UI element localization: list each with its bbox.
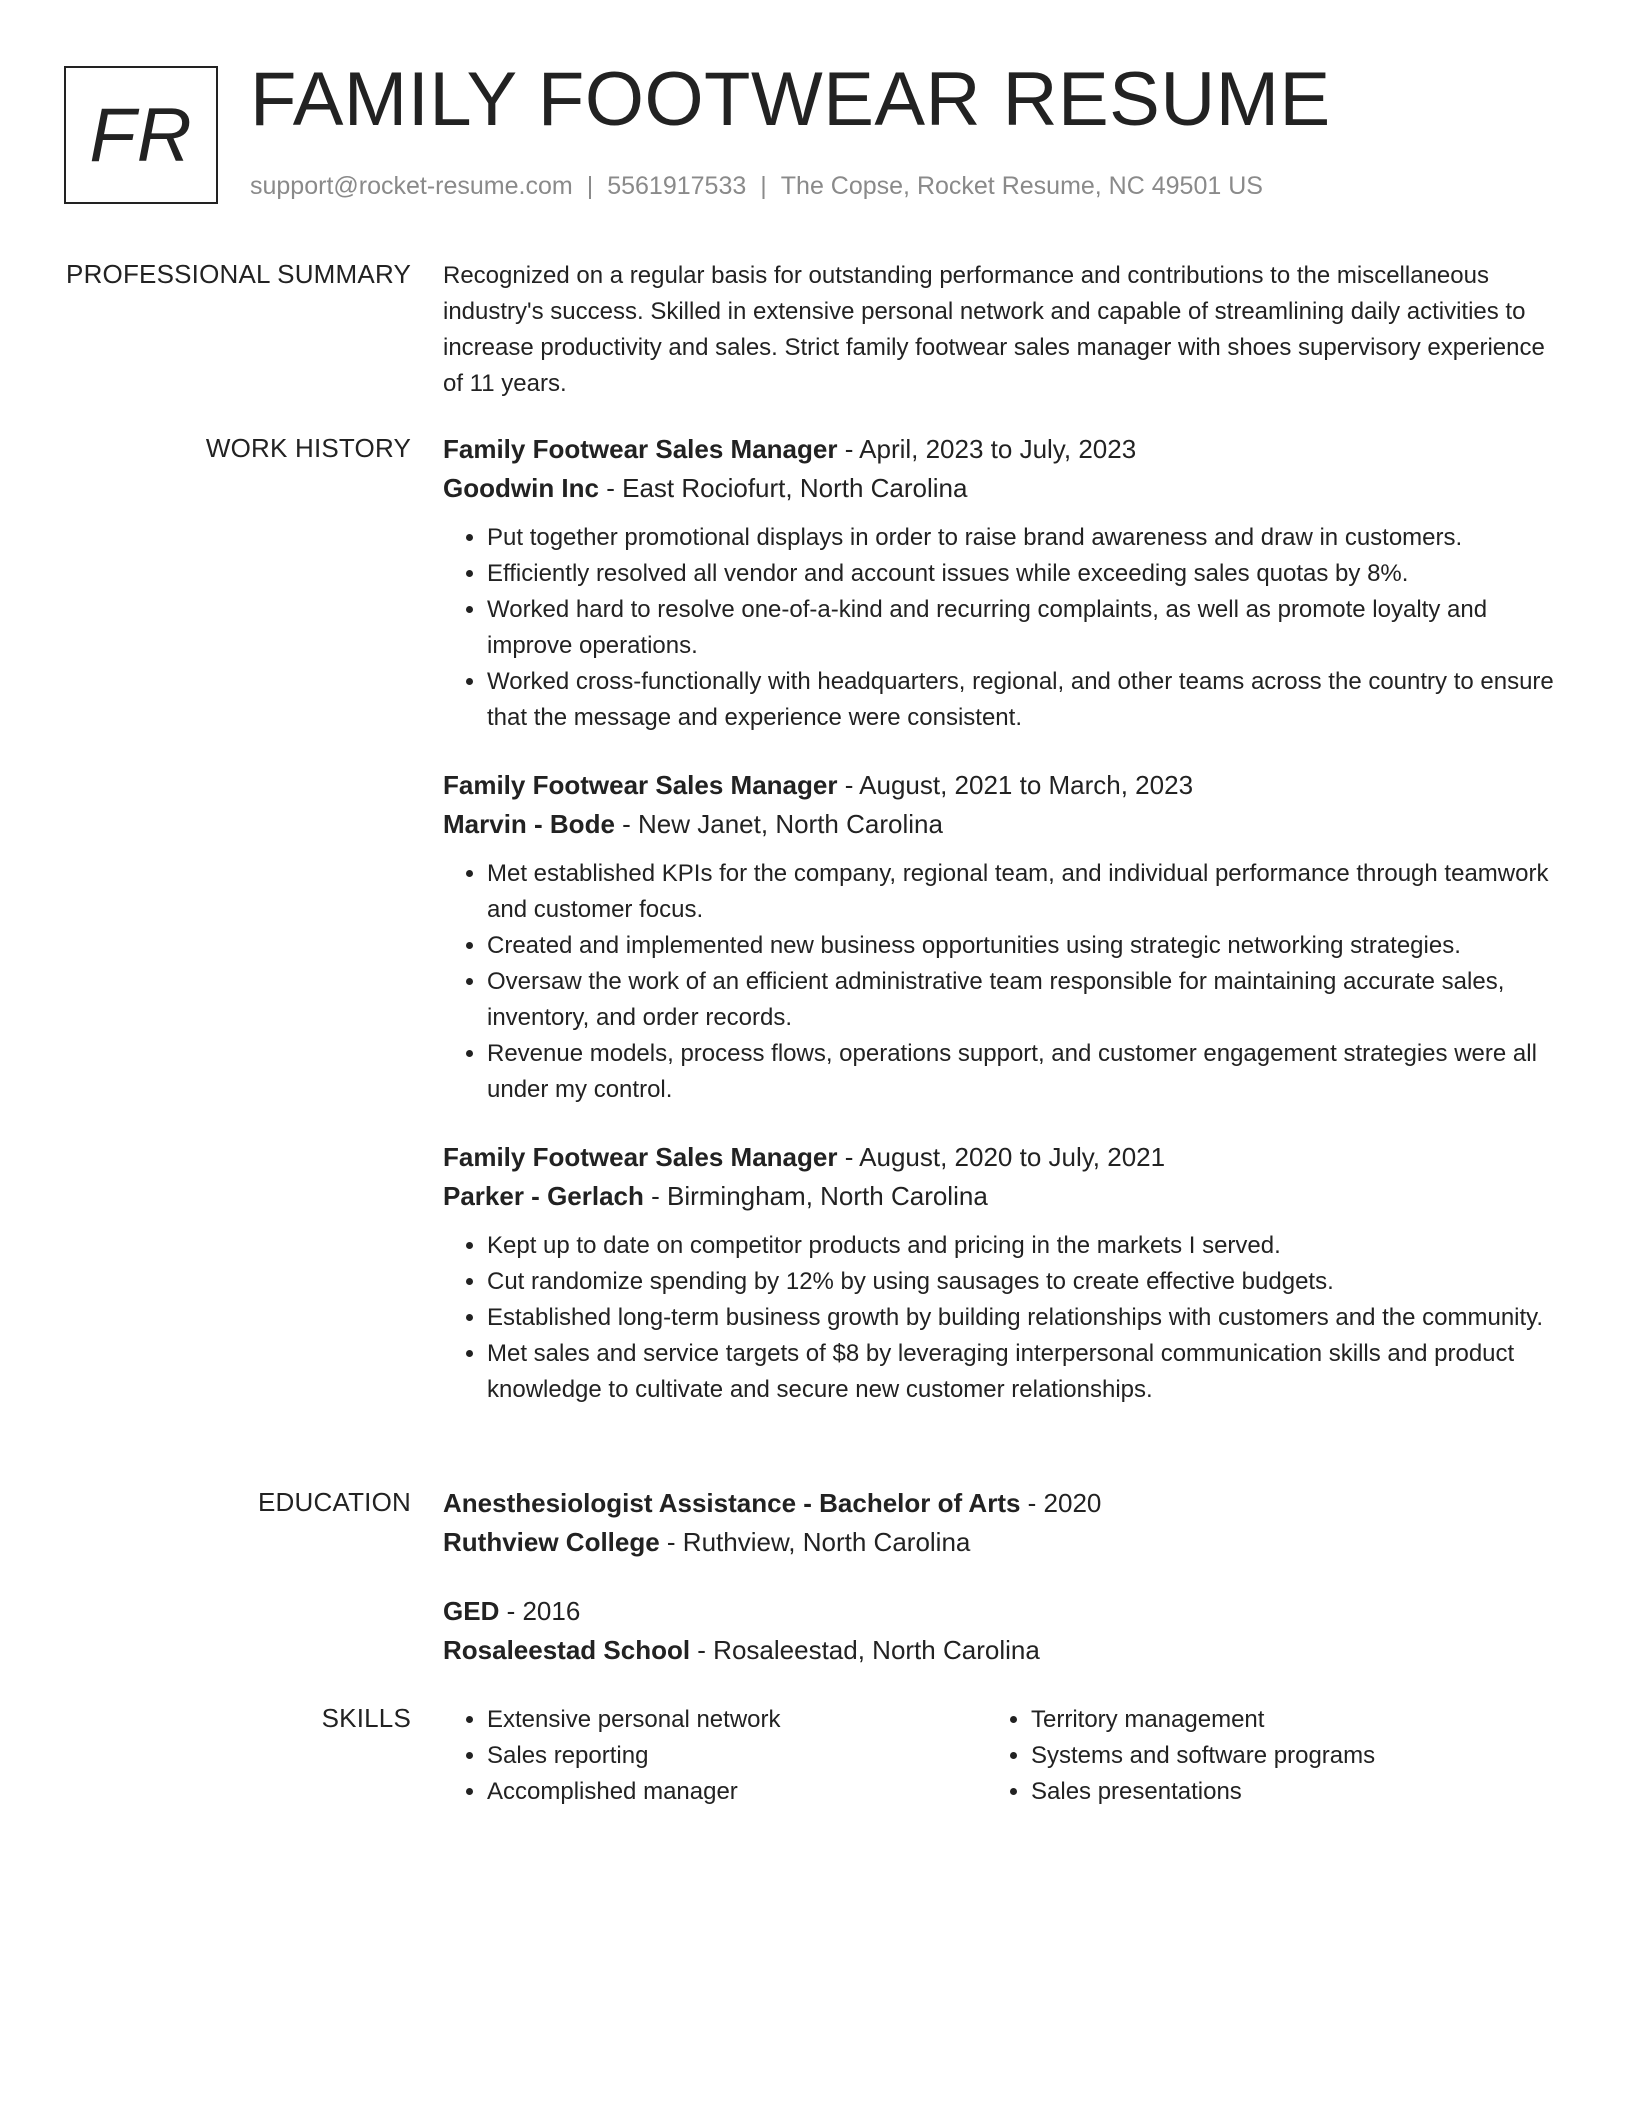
job-bullet: • Met sales and service targets of $8 by leveraging interpersonal communication skills and product knowledge to cultivate and secure new customer relationships. bbox=[487, 1336, 1558, 1408]
job-bullet: • Worked cross-functionally with headquarters, regional, and other teams across the country to ensure that the message and experience were consistent. bbox=[487, 664, 1558, 736]
contact-address: The Copse, Rocket Resume, NC 49501 US bbox=[780, 172, 1263, 200]
job-company: Parker - Gerlach bbox=[443, 1181, 644, 1211]
education-school: Ruthview College bbox=[443, 1527, 660, 1557]
education-degree: Anesthesiologist Assistance - Bachelor of Arts bbox=[443, 1488, 1021, 1518]
education-body bbox=[443, 1484, 1558, 1700]
job-company-line bbox=[443, 1177, 1558, 1216]
skills-grid bbox=[443, 1702, 1558, 1810]
resume-title: FAMILY FOOTWEAR RESUME bbox=[250, 57, 1331, 142]
job-bullets bbox=[443, 520, 1558, 736]
job-bullets bbox=[443, 856, 1558, 1108]
job-bullet: • Worked hard to resolve one-of-a-kind and recurring complaints, as well as promote loyalty and improve operations. bbox=[487, 592, 1558, 664]
education-year: - 2020 bbox=[1020, 1488, 1102, 1518]
job-bullets bbox=[443, 1228, 1558, 1408]
job-bullet: • Revenue models, process flows, operations support, and customer engagement strategies were all under my control. bbox=[487, 1036, 1558, 1108]
job-bullet: • Put together promotional displays in order to raise brand awareness and draw in customers. bbox=[487, 520, 1558, 556]
job-company-line bbox=[443, 805, 1558, 844]
skill-item: • Systems and software programs bbox=[1031, 1738, 1531, 1774]
education-degree-line bbox=[443, 1484, 1558, 1523]
job-title: Family Footwear Sales Manager bbox=[443, 1142, 838, 1172]
summary-heading: PROFESSIONAL SUMMARY bbox=[66, 259, 411, 289]
job-title-line bbox=[443, 430, 1558, 469]
job-title: Family Footwear Sales Manager bbox=[443, 434, 838, 464]
job-dates: - April, 2023 to July, 2023 bbox=[837, 434, 1137, 464]
job-bullet: • Established long-term business growth by building relationships with customers and the community. bbox=[487, 1300, 1558, 1336]
job-location: - Birmingham, North Carolina bbox=[643, 1181, 988, 1211]
education-location: - Ruthview, North Carolina bbox=[659, 1527, 971, 1557]
summary-body bbox=[443, 258, 1558, 402]
job-dates: - August, 2020 to July, 2021 bbox=[837, 1142, 1166, 1172]
monogram-logo: FR bbox=[64, 66, 218, 204]
contact-separator: | bbox=[586, 172, 594, 200]
job-entry bbox=[443, 430, 1558, 736]
job-location: - New Janet, North Carolina bbox=[614, 809, 943, 839]
job-bullet: • Efficiently resolved all vendor and account issues while exceeding sales quotas by 8%. bbox=[487, 556, 1558, 592]
job-bullet: • Met established KPIs for the company, regional team, and individual performance through teamwork and customer focus. bbox=[487, 856, 1558, 928]
skill-item: • Territory management bbox=[1031, 1702, 1531, 1738]
job-title-line bbox=[443, 766, 1558, 805]
skill-item: • Sales reporting bbox=[487, 1738, 987, 1774]
job-bullet: • Created and implemented new business opportunities using strategic networking strategies. bbox=[487, 928, 1558, 964]
education-heading: EDUCATION bbox=[258, 1487, 411, 1517]
education-year: - 2016 bbox=[499, 1596, 581, 1626]
skills-body bbox=[443, 1702, 1558, 1810]
contact-phone: 5561917533 bbox=[607, 172, 747, 200]
education-entry bbox=[443, 1592, 1558, 1670]
job-dates: - August, 2021 to March, 2023 bbox=[837, 770, 1194, 800]
skill-item: • Accomplished manager bbox=[487, 1774, 987, 1810]
work-history-heading: WORK HISTORY bbox=[205, 433, 411, 463]
job-company: Goodwin Inc bbox=[443, 473, 599, 503]
job-bullet: • Kept up to date on competitor products and pricing in the markets I served. bbox=[487, 1228, 1558, 1264]
skill-item: • Sales presentations bbox=[1031, 1774, 1531, 1810]
education-degree-line bbox=[443, 1592, 1558, 1631]
education-school: Rosaleestad School bbox=[443, 1635, 691, 1665]
job-entry bbox=[443, 1138, 1558, 1408]
job-company: Marvin - Bode bbox=[443, 809, 615, 839]
contact-email: support@rocket-resume.com bbox=[250, 172, 573, 200]
skills-column-left bbox=[443, 1702, 987, 1810]
job-title: Family Footwear Sales Manager bbox=[443, 770, 838, 800]
work-history-body bbox=[443, 430, 1558, 1438]
job-entry bbox=[443, 766, 1558, 1108]
education-school-line bbox=[443, 1631, 1558, 1670]
job-title-line bbox=[443, 1138, 1558, 1177]
contact-separator: | bbox=[760, 172, 767, 200]
education-location: - Rosaleestad, North Carolina bbox=[690, 1635, 1040, 1665]
skill-item: • Extensive personal network bbox=[487, 1702, 987, 1738]
education-entry bbox=[443, 1484, 1558, 1562]
skills-heading: SKILLS bbox=[321, 1703, 411, 1733]
job-bullet: • Cut randomize spending by 12% by using sausages to create effective budgets. bbox=[487, 1264, 1558, 1300]
education-school-line bbox=[443, 1523, 1558, 1562]
job-company-line bbox=[443, 469, 1558, 508]
summary-text: Recognized on a regular basis for outstanding performance and contributions to the miscellaneous industry's success. Skilled in extensive personal network and capable of streamlining daily activities to increase productivity and sales. Strict family footwear sales manager with shoes supervisory experience of 11 years. bbox=[443, 262, 1545, 397]
contact-line bbox=[250, 172, 1263, 201]
skills-column-right bbox=[987, 1702, 1531, 1810]
education-degree: GED bbox=[443, 1596, 500, 1626]
job-location: - East Rociofurt, North Carolina bbox=[599, 473, 968, 503]
job-bullet: • Oversaw the work of an efficient administrative team responsible for maintaining accurate sales, inventory, and order records. bbox=[487, 964, 1558, 1036]
